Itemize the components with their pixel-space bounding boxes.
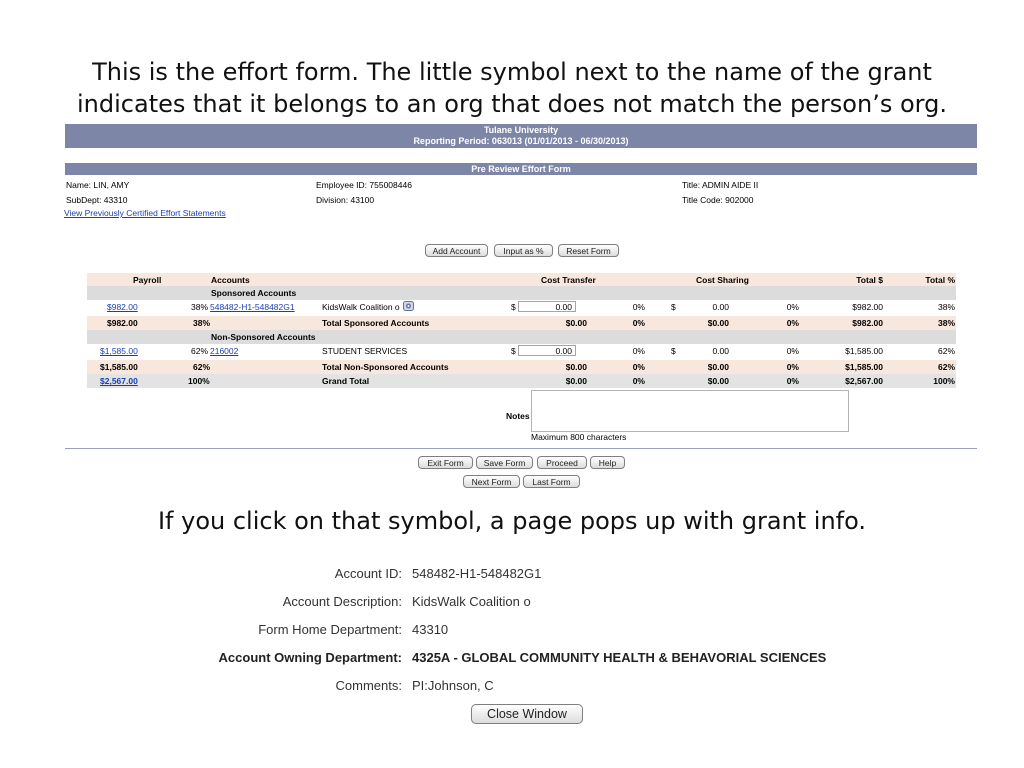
employee-title: Title: ADMIN AIDE II: [682, 180, 759, 190]
form-title-bar: Pre Review Effort Form: [65, 163, 977, 175]
nonsponsored-total-label: Total Non-Sponsored Accounts: [322, 362, 449, 372]
grand-total-total-pct: 100%: [933, 376, 955, 386]
col-payroll: Payroll: [133, 275, 162, 285]
nonsponsored-cs-pct: 0%: [786, 346, 799, 356]
sponsored-cs-value: 0.00: [712, 302, 729, 312]
help-button[interactable]: Help: [590, 456, 625, 469]
table-row: [87, 344, 956, 358]
nonsponsored-total-cs-pct: 0%: [786, 362, 799, 372]
nonsponsored-total-ct-pct: 0%: [632, 362, 645, 372]
sponsored-total-cs-pct: 0%: [786, 318, 799, 328]
view-certified-statements-link[interactable]: View Previously Certified Effort Statements: [64, 208, 226, 218]
account-id-row: [0, 566, 1024, 582]
owning-dept-label: Account Owning Department:: [218, 650, 402, 665]
account-id-label: Account ID:: [334, 566, 402, 581]
sponsored-total-payroll: $982.00: [107, 318, 138, 328]
table-row: [87, 300, 956, 314]
owning-dept-row: [0, 650, 1024, 666]
employee-name: Name: LIN, AMY: [66, 180, 130, 190]
ct-dollar-symbol: $: [511, 302, 516, 312]
add-account-button[interactable]: Add Account: [425, 244, 488, 257]
sponsored-total-total: $982.00: [852, 318, 883, 328]
close-window-button[interactable]: Close Window: [471, 704, 583, 724]
university-name: Tulane University: [483, 125, 559, 135]
grand-total-row: [87, 374, 956, 388]
university-header: [65, 124, 977, 148]
notes-textarea[interactable]: [531, 390, 849, 432]
comments-label: Comments:: [335, 678, 402, 693]
sponsored-account-link[interactable]: 548482-H1-548482G1: [210, 302, 295, 312]
reset-form-button[interactable]: Reset Form: [558, 244, 619, 257]
next-form-button[interactable]: Next Form: [463, 475, 520, 488]
nonsponsored-desc: STUDENT SERVICES: [322, 346, 408, 356]
ct-dollar-symbol: $: [511, 346, 516, 356]
proceed-button[interactable]: Proceed: [537, 456, 587, 469]
grand-total-pct-payroll: 100%: [188, 376, 210, 386]
employee-subdept: SubDept: 43310: [66, 195, 128, 205]
account-desc-label: Account Description:: [282, 594, 402, 609]
comments-row: [0, 678, 1024, 694]
sponsored-total-ct-pct: 0%: [632, 318, 645, 328]
comments-value: PI:Johnson, C: [412, 678, 494, 693]
col-total-dollar: Total $: [856, 275, 883, 285]
grand-total-payroll-link[interactable]: $2,567.00: [100, 376, 138, 386]
exit-form-button[interactable]: Exit Form: [418, 456, 473, 469]
table-header-row: [87, 273, 956, 287]
nonsponsored-total-cs: $0.00: [707, 362, 729, 372]
sponsored-group-label: Sponsored Accounts: [211, 288, 297, 298]
nonsponsored-pct: 62%: [191, 346, 209, 356]
caption-line-1: This is the effort form. The little symbol next to the name of the grant: [92, 58, 932, 86]
grand-total-cs: $0.00: [707, 376, 729, 386]
sponsored-cost-transfer-input[interactable]: 0.00: [518, 301, 576, 312]
col-total-percent: Total %: [925, 275, 955, 285]
employee-id: Employee ID: 755008446: [316, 180, 412, 190]
sponsored-pct: 38%: [191, 302, 209, 312]
sponsored-total-row: [87, 316, 956, 330]
cs-dollar-symbol: $: [671, 346, 676, 356]
nonsponsored-ct-pct: 0%: [632, 346, 645, 356]
nonsponsored-total-payroll: $1,585.00: [100, 362, 138, 372]
employee-title-code: Title Code: 902000: [682, 195, 754, 205]
form-divider: [65, 448, 977, 449]
nonsponsored-total-ct: $0.00: [565, 362, 587, 372]
org-mismatch-icon[interactable]: [403, 301, 414, 311]
nonsponsored-total-total: $1,585.00: [845, 362, 883, 372]
owning-dept-value: 4325A - GLOBAL COMMUNITY HEALTH & BEHAVORIAL SCIENCES: [412, 650, 827, 665]
account-desc-value: KidsWalk Coalition o: [412, 594, 531, 609]
col-accounts: Accounts: [211, 275, 250, 285]
nonsponsored-total-pct: 62%: [937, 346, 955, 356]
nonsponsored-payroll-link[interactable]: $1,585.00: [100, 346, 138, 356]
sponsored-total-ct: $0.00: [565, 318, 587, 328]
cs-dollar-symbol: $: [671, 302, 676, 312]
save-form-button[interactable]: Save Form: [476, 456, 533, 469]
nonsponsored-total-pct-payroll: 62%: [193, 362, 211, 372]
grand-total-cs-pct: 0%: [786, 376, 799, 386]
sponsored-total-pct: 38%: [937, 302, 955, 312]
sponsored-total-pct-payroll: 38%: [193, 318, 211, 328]
col-cost-sharing: Cost Sharing: [696, 275, 749, 285]
grand-total-label: Grand Total: [322, 376, 370, 386]
nonsponsored-group-label: Non-Sponsored Accounts: [211, 332, 316, 342]
home-dept-row: [0, 622, 1024, 638]
caption-line-2: indicates that it belongs to an org that does not match the person’s org.: [77, 90, 947, 118]
account-id-value: 548482-H1-548482G1: [412, 566, 542, 581]
sponsored-total-cs: $0.00: [707, 318, 729, 328]
nonsponsored-total-total-pct: 62%: [937, 362, 955, 372]
sponsored-total: $982.00: [852, 302, 883, 312]
sponsored-payroll-link[interactable]: $982.00: [107, 302, 138, 312]
nonsponsored-cost-transfer-input[interactable]: 0.00: [518, 345, 576, 356]
grand-total-total: $2,567.00: [845, 376, 883, 386]
sponsored-desc: KidsWalk Coalition o: [322, 302, 400, 312]
notes-label: Notes: [506, 411, 530, 421]
caption-bottom: If you click on that symbol, a page pops up with grant info.: [157, 507, 867, 535]
sponsored-group-row: [87, 286, 956, 300]
last-form-button[interactable]: Last Form: [523, 475, 580, 488]
home-dept-label: Form Home Department:: [258, 622, 402, 637]
nonsponsored-group-row: [87, 330, 956, 344]
sponsored-ct-pct: 0%: [632, 302, 645, 312]
nonsponsored-total-row: [87, 360, 956, 374]
home-dept-value: 43310: [412, 622, 449, 637]
nonsponsored-cs-value: 0.00: [712, 346, 729, 356]
grand-total-ct: $0.00: [565, 376, 587, 386]
nonsponsored-total: $1,585.00: [845, 346, 883, 356]
col-cost-transfer: Cost Transfer: [541, 275, 596, 285]
employee-division: Division: 43100: [316, 195, 375, 205]
sponsored-total-label: Total Sponsored Accounts: [322, 318, 430, 328]
input-as-percent-button[interactable]: Input as %: [494, 244, 553, 257]
nonsponsored-account-link[interactable]: 216002: [210, 346, 239, 356]
grand-total-ct-pct: 0%: [632, 376, 645, 386]
account-desc-row: [0, 594, 1024, 610]
reporting-period: Reporting Period: 063013 (01/01/2013 - 06/30/2013): [413, 136, 629, 146]
sponsored-total-total-pct: 38%: [937, 318, 955, 328]
notes-max-hint: Maximum 800 characters: [531, 432, 627, 442]
sponsored-cs-pct: 0%: [786, 302, 799, 312]
